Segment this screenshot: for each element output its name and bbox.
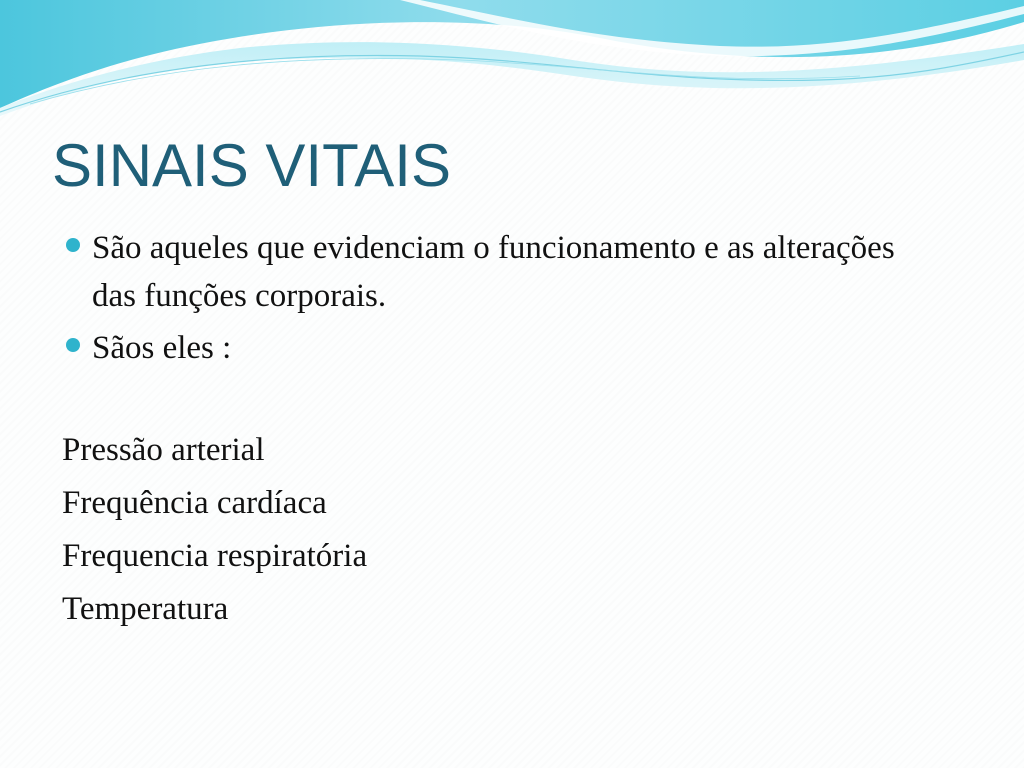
bullet-text: Sãos eles : [92, 330, 232, 366]
vital-signs-list [62, 424, 367, 636]
slide-title: SINAIS VITAIS [52, 132, 451, 199]
vital-sign-item: Frequência cardíaca [62, 485, 327, 521]
vital-sign-item: Frequencia respiratória [62, 538, 368, 574]
bullet-text: São aqueles que evidenciam o funcionamento e as alterações das funções corporais. [92, 230, 895, 314]
bullet-dot-icon [66, 338, 80, 352]
bullet-dot-icon [66, 238, 80, 252]
vital-sign-item: Pressão arterial [62, 432, 265, 468]
wave-header-decoration [0, 0, 1024, 130]
wave-thin-line [0, 52, 1024, 112]
bullet-item [62, 324, 922, 372]
bullet-list [62, 224, 922, 376]
vital-sign-item: Temperatura [62, 591, 229, 627]
bullet-item [62, 224, 922, 320]
